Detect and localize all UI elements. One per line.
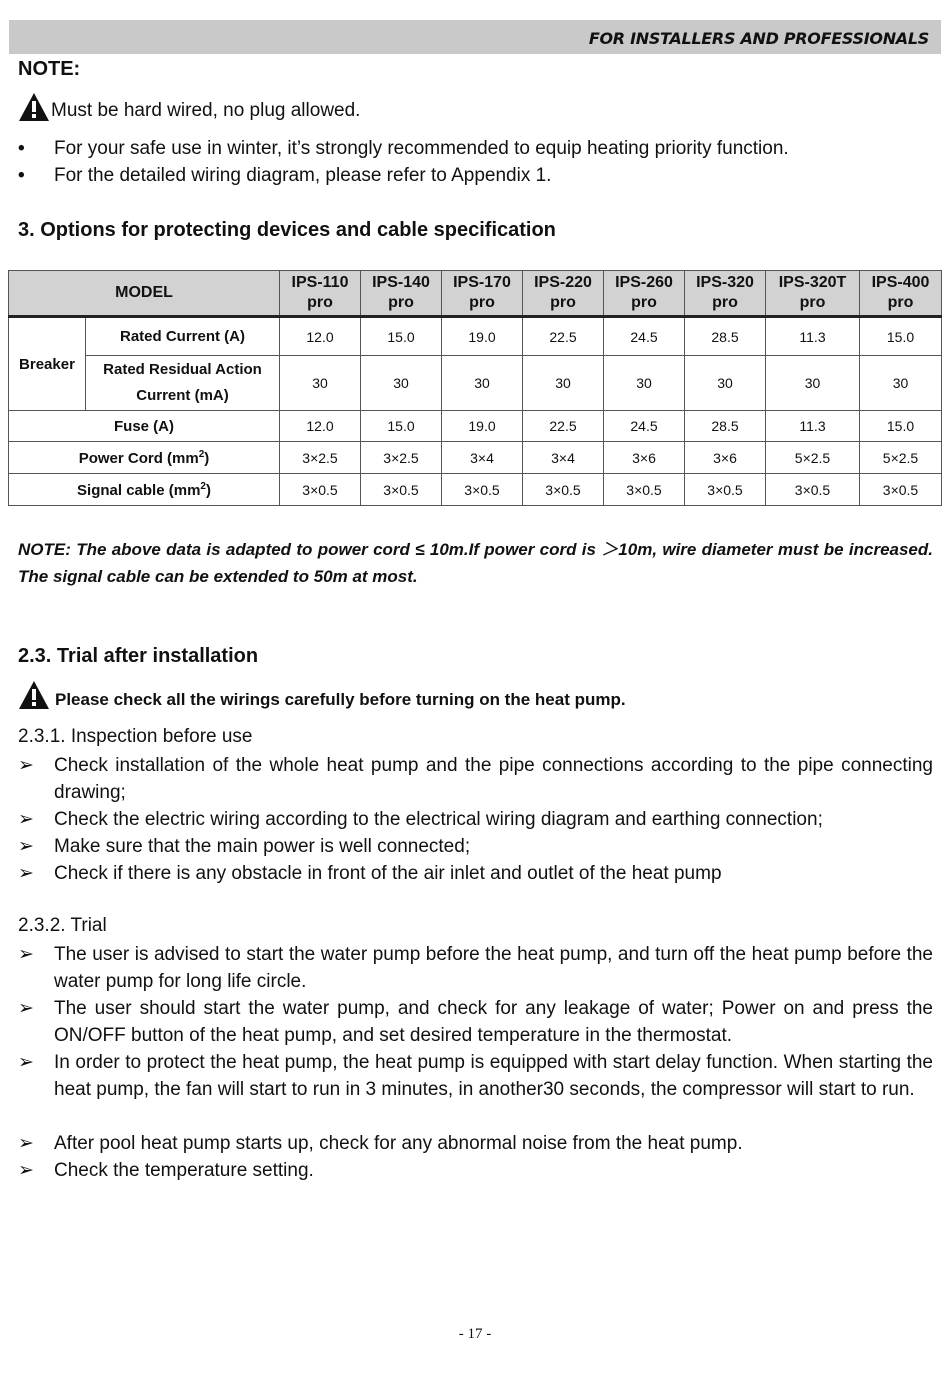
list-item — [18, 1049, 933, 1103]
header-label: FOR INSTALLERS AND PROFESSIONALS — [588, 29, 929, 48]
table-note: NOTE: The above data is adapted to power cord ≤ 10m.If power cord is ＞10m, wire diameter must be increased. The signal cable can be extended to 50m at most. — [18, 540, 933, 586]
table-cell: 30 — [860, 356, 942, 411]
arrow-bullet-icon: ➢ — [18, 836, 34, 857]
model-col-header: IPS-320T pro — [766, 271, 860, 317]
bullet-icon: • — [18, 165, 25, 186]
list-item-text: Check installation of the whole heat pump and the pipe connections according to the pipe connecting drawing; — [54, 755, 933, 803]
row-label: Rated Residual Action Current (mA) — [86, 356, 280, 411]
list-item-text: Make sure that the main power is well connected; — [54, 836, 471, 857]
breaker-label: Breaker — [9, 317, 86, 411]
spec-table — [8, 270, 942, 506]
table-cell: 3×0.5 — [685, 474, 766, 506]
section-3-heading: 3. Options for protecting devices and cable specification — [18, 219, 556, 241]
table-cell: 22.5 — [523, 317, 604, 356]
warning-icon — [18, 680, 50, 710]
bullet-icon: • — [18, 138, 25, 159]
table-cell: 15.0 — [860, 317, 942, 356]
arrow-bullet-icon: ➢ — [18, 1160, 34, 1181]
table-cell: 12.0 — [280, 317, 361, 356]
table-cell: 15.0 — [860, 411, 942, 442]
warning-text: Must be hard wired, no plug allowed. — [51, 100, 361, 121]
table-cell: 5×2.5 — [860, 442, 942, 474]
table-row — [9, 356, 942, 411]
row-label: Rated Current (A) — [86, 317, 280, 356]
model-col-header: IPS-170 pro — [442, 271, 523, 317]
table-cell: 30 — [604, 356, 685, 411]
model-col-header: IPS-400 pro — [860, 271, 942, 317]
arrow-bullet-icon: ➢ — [18, 1052, 34, 1073]
table-cell: 30 — [442, 356, 523, 411]
row-label: Fuse (A) — [9, 411, 280, 442]
table-cell: 3×6 — [685, 442, 766, 474]
table-cell: 19.0 — [442, 317, 523, 356]
table-row — [9, 317, 942, 356]
table-cell: 30 — [361, 356, 442, 411]
page-number: - 17 - — [458, 1326, 492, 1342]
list-item — [18, 806, 933, 833]
arrow-bullet-icon: ➢ — [18, 755, 34, 776]
model-col-header: IPS-110 pro — [280, 271, 361, 317]
table-cell: 24.5 — [604, 317, 685, 356]
list-item — [18, 860, 933, 887]
table-header-row — [9, 271, 942, 317]
table-cell: 28.5 — [685, 317, 766, 356]
table-cell: 3×4 — [523, 442, 604, 474]
list-item — [18, 752, 933, 806]
model-col-header: IPS-320 pro — [685, 271, 766, 317]
table-cell: 3×0.5 — [860, 474, 942, 506]
row-label: Signal cable $(mm^2)$ — [9, 474, 280, 506]
table-cell: 3×0.5 — [442, 474, 523, 506]
header-bar — [9, 20, 941, 54]
subsection-2-3-2-heading: 2.3.2. Trial — [18, 915, 107, 936]
table-cell: 24.5 — [604, 411, 685, 442]
list-item — [18, 995, 933, 1049]
table-cell: 5×2.5 — [766, 442, 860, 474]
list-item — [18, 941, 933, 995]
table-cell: 28.5 — [685, 411, 766, 442]
model-col-header: IPS-220 pro — [523, 271, 604, 317]
table-cell: 3×0.5 — [766, 474, 860, 506]
table-row — [9, 474, 942, 506]
list-item-text: Check the temperature setting. — [54, 1160, 314, 1181]
table-cell: 3×2.5 — [361, 442, 442, 474]
trial-warning-line — [18, 680, 626, 710]
table-cell: 22.5 — [523, 411, 604, 442]
table-cell: 12.0 — [280, 411, 361, 442]
list-item-text: Check the electric wiring according to the electrical wiring diagram and earthing connection; — [54, 809, 823, 830]
table-cell: 3×0.5 — [523, 474, 604, 506]
model-header: MODEL — [9, 271, 280, 317]
list-item — [18, 1157, 933, 1184]
arrow-bullet-icon: ➢ — [18, 1133, 34, 1154]
table-cell: 3×2.5 — [280, 442, 361, 474]
note-title: NOTE: — [18, 58, 81, 80]
warning-icon — [18, 92, 50, 122]
table-cell: 11.3 — [766, 411, 860, 442]
table-cell: 3×0.5 — [280, 474, 361, 506]
list-item-text: In order to protect the heat pump, the heat pump is equipped with start delay function. When starting the heat pump, the fan will start to run in 3 minutes, in another30 seconds, the compressor will start to run. — [54, 1052, 933, 1100]
arrow-bullet-icon: ➢ — [18, 809, 34, 830]
section-2-3-heading: 2.3. Trial after installation — [18, 645, 259, 667]
subsection-2-3-1-heading: 2.3.1. Inspection before use — [18, 726, 253, 747]
trial-warning-text: Please check all the wirings carefully before turning on the heat pump. — [55, 690, 626, 709]
table-cell: 15.0 — [361, 317, 442, 356]
warning-line — [18, 92, 360, 122]
bullet-text: For the detailed wiring diagram, please refer to Appendix 1. — [54, 165, 552, 186]
table-cell: 11.3 — [766, 317, 860, 356]
bullet-text: For your safe use in winter, it’s strongly recommended to equip heating priority function. — [54, 138, 789, 159]
table-cell: 30 — [280, 356, 361, 411]
bullet-item — [18, 138, 938, 162]
list-item-text: Check if there is any obstacle in front of the air inlet and outlet of the heat pump — [54, 863, 722, 884]
list-item-text: The user is advised to start the water pump before the heat pump, and turn off the heat pump before the water pump for long life circle. — [54, 944, 933, 992]
model-col-header: IPS-140 pro — [361, 271, 442, 317]
list-item-text: After pool heat pump starts up, check for any abnormal noise from the heat pump. — [54, 1133, 743, 1154]
arrow-bullet-icon: ➢ — [18, 944, 34, 965]
table-cell: 3×4 — [442, 442, 523, 474]
table-cell: 3×0.5 — [604, 474, 685, 506]
table-cell: 30 — [766, 356, 860, 411]
table-row — [9, 411, 942, 442]
bullet-item — [18, 165, 938, 189]
row-label: Power Cord $(mm^2)$ — [9, 442, 280, 474]
table-cell: 3×6 — [604, 442, 685, 474]
arrow-bullet-icon: ➢ — [18, 863, 34, 884]
table-cell: 3×0.5 — [361, 474, 442, 506]
table-row — [9, 442, 942, 474]
arrow-bullet-icon: ➢ — [18, 998, 34, 1019]
table-cell: 30 — [523, 356, 604, 411]
list-item — [18, 833, 933, 860]
list-item-text: The user should start the water pump, and check for any leakage of water; Power on and press the ON/OFF button of the heat pump, and set desired temperature in the thermostat. — [54, 998, 933, 1046]
table-cell: 30 — [685, 356, 766, 411]
model-col-header: IPS-260 pro — [604, 271, 685, 317]
table-cell: 15.0 — [361, 411, 442, 442]
list-item — [18, 1130, 933, 1157]
table-cell: 19.0 — [442, 411, 523, 442]
